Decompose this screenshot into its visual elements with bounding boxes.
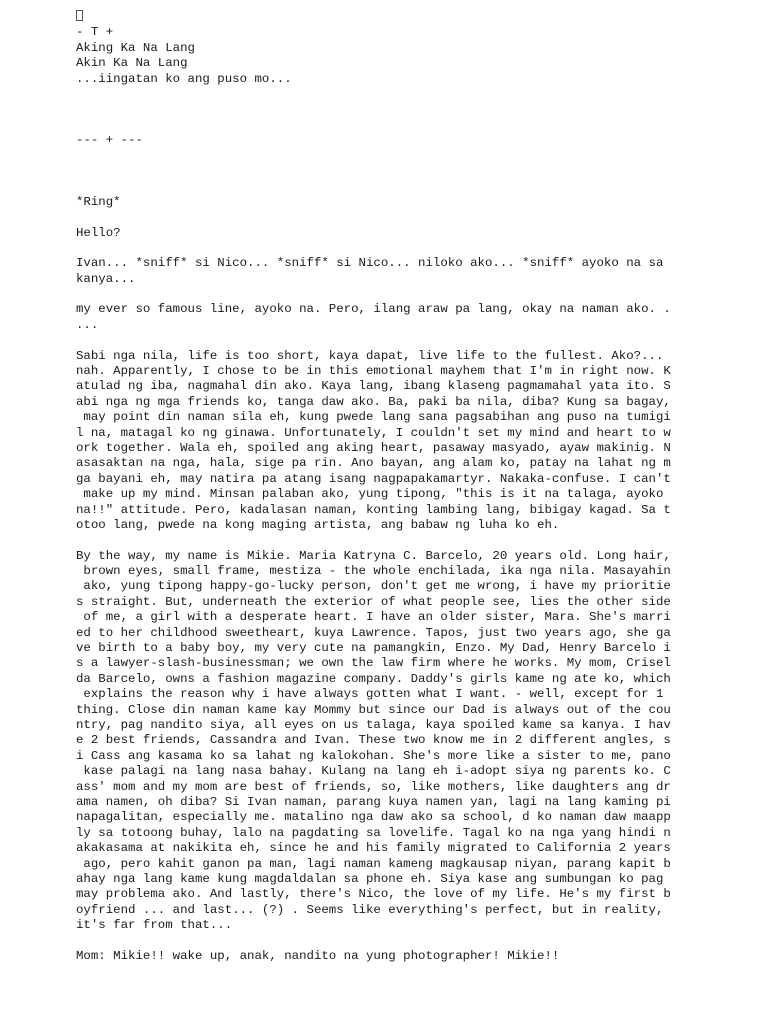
text-line: Sabi nga nila, life is too short, kaya dapat, live life to the fullest. Ako?...	[76, 348, 664, 363]
text-line: brown eyes, small frame, mestiza - the whole enchilada, ika nga nila. Masayahin	[76, 564, 671, 579]
text-line: ork together. Wala eh, spoiled ang aking heart, pasaway masyado, ayaw makinig. N	[76, 440, 671, 455]
text-line: otoo lang, pwede na kong maging artista, ang babaw ng luha ko eh.	[76, 517, 560, 532]
text-line: asasaktan na nga, hala, sige pa rin. Ano bayan, ang alam ko, patay na lahat ng m	[76, 456, 671, 471]
text-line: oyfriend ... and last... (?) . Seems like everything's perfect, but in reality,	[76, 902, 664, 917]
text-line: e 2 best friends, Cassandra and Ivan. These two know me in 2 different angles, s	[76, 733, 671, 748]
text-line: ass' mom and my mom are best of friends, so, like mothers, like daughters ang dr	[76, 779, 671, 794]
text-line: napagalitan, especially me. matalino nga daw ako sa school, d ko naman daw maapp	[76, 810, 671, 825]
text-line: ed to her childhood sweetheart, kuya Lawrence. Tapos, just two years ago, she ga	[76, 625, 671, 640]
text-line: ako, yung tipong happy-go-lucky person, don't get me wrong, i have my prioritie	[76, 579, 671, 594]
text-line: it's far from that...	[76, 918, 233, 933]
text-line: akakasama at nakikita eh, since he and his family migrated to California 2 years	[76, 841, 671, 856]
story-title: Aking Ka Na Lang	[76, 40, 195, 55]
text-line: da Barcelo, owns a fashion magazine company. Daddy's girls kame ng ate ko, which	[76, 671, 671, 686]
story-paragraph	[76, 226, 696, 241]
text-line: nah. Apparently, I chose to be in this emotional mayhem that I'm in right now. K	[76, 364, 671, 379]
story-paragraph	[76, 349, 696, 534]
text-line: make up my mind. Minsan palaban ako, yung tipong, "this is it na talaga, ayoko	[76, 487, 664, 502]
text-line: ntry, pag nandito siya, all eyes on us talaga, kaya spoiled kame sa kanya. I hav	[76, 718, 671, 732]
text-line: s a lawyer-slash-businessman; we own the law firm where he works. My mom, Crisel	[76, 656, 671, 671]
text-line: na!!" attitude. Pero, kadalasan naman, konting lambing lang, bibigay kagad. Sa t	[76, 502, 671, 517]
story-paragraph	[76, 549, 696, 934]
story-subtitle: Akin Ka Na Lang	[76, 56, 188, 71]
text-line: l na, matagal ko ng ginawa. Unfortunately, I couldn't set my mind and heart to w	[76, 425, 671, 440]
text-line: Hello?	[76, 225, 121, 240]
text-line: ga bayani eh, may natira pa atang isang nagpapakamartyr. Nakaka-confuse. I can't	[76, 471, 671, 486]
text-line: Mom: Mikie!! wake up, anak, nandito na yung photographer! Mikie!!	[76, 948, 560, 963]
text-line: may point din naman sila eh, kung pwede lang sana pagsabihan ang puso na tumigi	[76, 410, 671, 425]
text-line: s straight. But, underneath the exterior of what people see, lies the other side	[76, 594, 671, 609]
story-tagline: ...iingatan ko ang puso mo...	[76, 71, 292, 86]
header-glyph	[76, 10, 696, 25]
story-paragraph	[76, 302, 696, 333]
font-size-control[interactable]: - T +	[76, 25, 114, 40]
text-line: Ivan... *sniff* si Nico... *sniff* si Nico... niloko ako... *sniff* ayoko na sa	[76, 256, 664, 271]
story-paragraph	[76, 256, 696, 287]
missing-glyph-icon	[76, 10, 83, 21]
text-line: ...	[76, 317, 99, 332]
text-line: By the way, my name is Mikie. Maria Katryna C. Barcelo, 20 years old. Long hair,	[76, 548, 671, 563]
text-line: ve birth to a baby boy, my very cute na pamangkin, Enzo. My Dad, Henry Barcelo i	[76, 641, 671, 656]
text-line: kanya...	[76, 271, 136, 286]
story-paragraph	[76, 949, 696, 964]
text-line: ago, pero kahit ganon pa man, lagi naman kameng magkausap niyan, parang kapit b	[76, 856, 671, 871]
story-body	[76, 195, 696, 965]
text-line: thing. Close din naman kame kay Mommy but since our Dad is always out of the cou	[76, 702, 671, 717]
text-line: of me, a girl with a desperate heart. I have an older sister, Mara. She's marri	[76, 610, 671, 625]
section-divider: --- + ---	[76, 133, 143, 148]
text-line: explains the reason why i have always gotten what I want. - well, except for 1	[76, 687, 664, 702]
text-line: ama namen, oh diba? Si Ivan naman, parang kuya namen yan, lagi na lang kaming pi	[76, 794, 671, 809]
text-line: *Ring*	[76, 194, 121, 209]
text-line: may problema ako. And lastly, there's Nico, the love of my life. He's my first b	[76, 887, 671, 902]
text-line: abi nga ng mga friends ko, tanga daw ako. Ba, paki ba nila, diba? Kung sa bagay,	[76, 394, 671, 409]
document-page	[76, 10, 696, 964]
text-line: kase palagi na lang nasa bahay. Kulang na lang eh i-adopt siya ng parents ko. C	[76, 764, 671, 779]
text-line: my ever so famous line, ayoko na. Pero, ilang araw pa lang, okay na naman ako. .	[76, 302, 671, 317]
text-line: i Cass ang kasama ko sa lahat ng kalokohan. She's more like a sister to me, pano	[76, 748, 671, 763]
text-line: ly sa totoong buhay, lalo na pagdating sa lovelife. Tagal ko na nga yang hindi n	[76, 825, 671, 840]
text-line: atulad ng iba, nagmahal din ako. Kaya lang, ibang klaseng pagmamahal yata ito. S	[76, 379, 671, 394]
story-paragraph	[76, 195, 696, 210]
text-line: ahay nga lang kame kung magdaldalan sa phone eh. Siya kase ang sumbungan ko pag	[76, 871, 664, 886]
